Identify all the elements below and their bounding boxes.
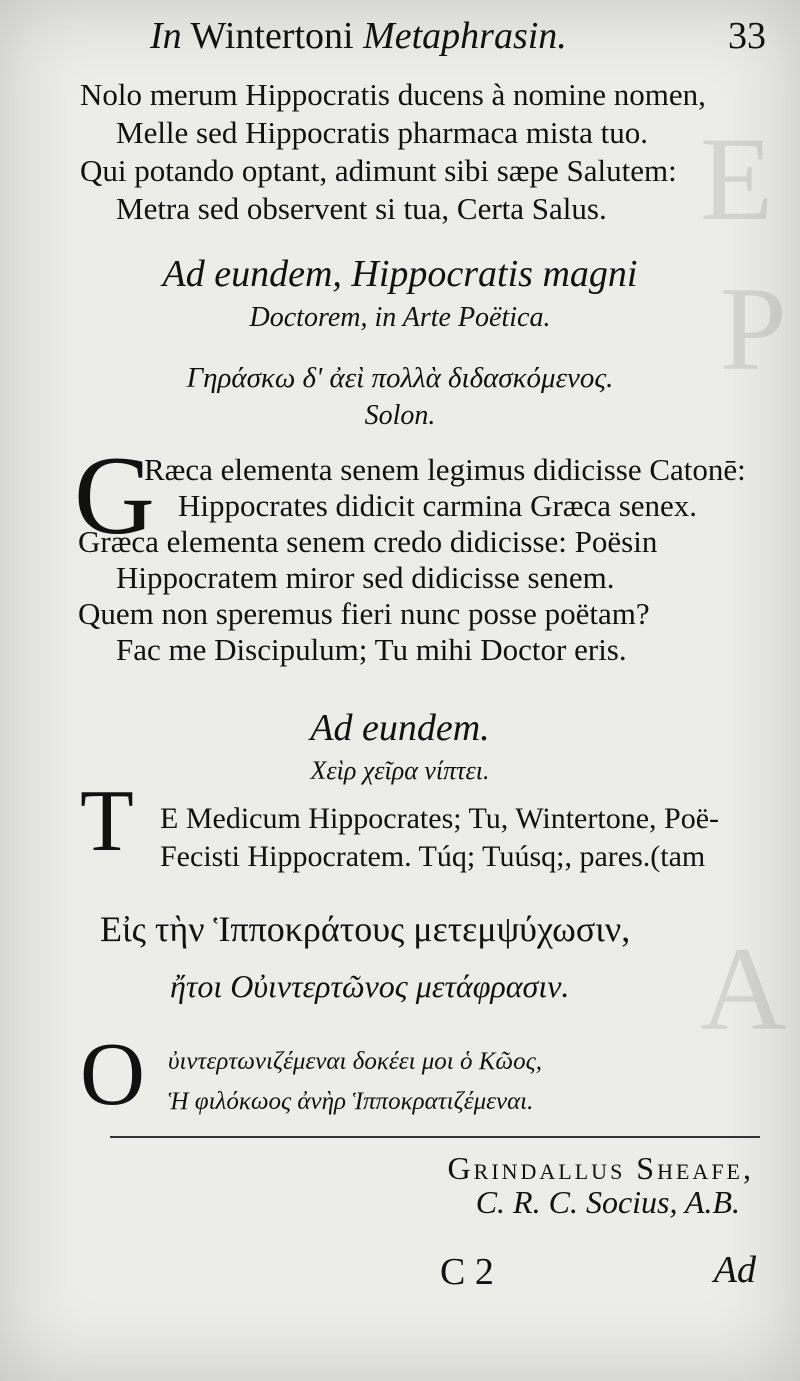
catchword: Ad [713, 1249, 756, 1291]
greek-poem [168, 1042, 542, 1122]
author-name: Grindallus Sheafe, [447, 1150, 754, 1186]
running-head-rest: Metaphrasin. [363, 15, 567, 57]
greek-subtitle: ἤτοι Οὐιντερτῶνος μετάφρασιν. [170, 968, 570, 1004]
verse-line: Metra sed observent si tua, Certa Salus. [116, 191, 607, 226]
verse-line: Qui potando optant, adimunt sibi sæpe Salutem: [80, 153, 677, 188]
show-through-shadow: E [700, 112, 774, 245]
horizontal-rule [110, 1136, 760, 1138]
verse-line: ὐιντερτωνιζέμεναι δοκέει μοι ὁ Κῶος, [168, 1048, 542, 1075]
author-title: C. R. C. Socius, A.B. [475, 1184, 740, 1220]
verse-line: Nolo merum Hippocratis ducens à nomine nomen, [80, 77, 706, 112]
verse-line: Ræca elementa senem legimus didicisse Catonē: [144, 452, 746, 487]
verse-line: Græca elementa senem credo didicisse: Poësin [78, 524, 658, 559]
printer-signature-mark: C 2 [440, 1251, 494, 1293]
verse-line: E Medicum Hippocrates; Tu, Wintertone, Poë- [160, 802, 719, 835]
verse-line: Fac me Discipulum; Tu mihi Doctor eris. [116, 632, 627, 667]
drop-cap: T [80, 773, 134, 870]
verse-line: Hippocratem miror sed didicisse senem. [116, 560, 615, 595]
page-number: 33 [728, 15, 766, 57]
drop-cap: O [80, 1025, 145, 1124]
section-heading: Ad eundem, Hippocratis magni [162, 253, 638, 295]
show-through-shadow: P [720, 262, 787, 395]
running-head-name: Wintertoni [190, 15, 354, 57]
greek-epigraph: Γηράσκω δ' ἀεὶ πολλὰ διδασκόμενος. [186, 362, 614, 394]
greek-title: Εἰς τὴν Ἱπποκράτους μετεμψύχωσιν, [100, 909, 631, 949]
poem-3 [160, 800, 719, 876]
drop-cap: G [74, 434, 155, 558]
verse-line: Fecisti Hippocratem. Túq; Tuúsq;, pares.(tam [160, 840, 706, 873]
show-through-shadow: A [700, 922, 787, 1055]
poem-1 [80, 76, 706, 228]
running-head [150, 14, 567, 58]
verse-line: Melle sed Hippocratis pharmaca mista tuo. [116, 115, 649, 150]
greek-epigraph: Χεὶρ χεῖρα νίπτει. [310, 756, 490, 785]
verse-line: Quem non speremus fieri nunc posse poëtam? [78, 596, 650, 631]
verse-line: Hippocrates didicit carmina Græca senex. [178, 488, 698, 523]
section-heading: Ad eundem. [310, 707, 490, 749]
verse-line: Ἡ φιλόκωος ἀνὴρ Ἱπποκρατιζέμεναι. [168, 1088, 534, 1115]
section-subheading: Doctorem, in Arte Poëtica. [249, 302, 551, 333]
epigraph-author: Solon. [364, 400, 436, 431]
poem-2 [78, 452, 746, 668]
running-head-in: In [150, 15, 182, 57]
